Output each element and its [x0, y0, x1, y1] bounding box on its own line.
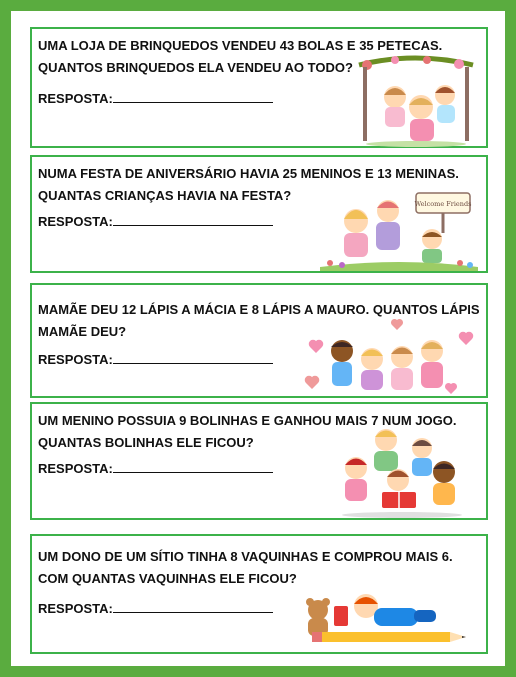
answer-field[interactable]: [38, 600, 273, 616]
question-line-2: QUANTAS CRIANÇAS HAVIA NA FESTA?: [38, 188, 292, 203]
kids-reading-illustration: [326, 422, 478, 518]
question-line-2: QUANTOS BRINQUEDOS ELA VENDEU AO TODO?: [38, 60, 353, 75]
answer-line[interactable]: [113, 600, 273, 613]
problem-card-2: [30, 155, 488, 273]
answer-line[interactable]: [113, 460, 273, 473]
welcome-sign-text: Welcome Friends: [414, 200, 472, 208]
boy-on-pencil-illustration: [290, 592, 470, 648]
answer-label: RESPOSTA:: [38, 91, 113, 106]
question-line-1: UM DONO DE UM SÍTIO TINHA 8 VAQUINHAS E COMPROU MAIS 6.: [38, 549, 453, 564]
answer-line[interactable]: [113, 351, 273, 364]
kids-on-swing-illustration: [355, 55, 477, 147]
answer-field[interactable]: [38, 351, 273, 367]
problem-card-4: [30, 402, 488, 520]
question-line-1: UMA LOJA DE BRINQUEDOS VENDEU 43 BOLAS E 35 PETECAS.: [38, 38, 443, 53]
answer-label: RESPOSTA:: [38, 214, 113, 229]
problem-card-3: [30, 283, 488, 398]
question-line-1: UM MENINO POSSUIA 9 BOLINHAS E GANHOU MAIS 7 NUM JOGO.: [38, 413, 457, 428]
question-line-2: MAMÃE DEU?: [38, 324, 127, 339]
question-line-1: MAMÃE DEU 12 LÁPIS A MÁCIA E 8 LÁPIS A MAURO. QUANTOS LÁPIS: [38, 302, 480, 317]
answer-label: RESPOSTA:: [38, 352, 113, 367]
kids-welcome-illustration: [320, 187, 478, 271]
answer-line[interactable]: [113, 90, 273, 103]
answer-field[interactable]: [38, 213, 273, 229]
kids-with-hearts-illustration: [300, 319, 478, 397]
answer-field[interactable]: [38, 90, 273, 106]
question-line-2: QUANTAS BOLINHAS ELE FICOU?: [38, 435, 254, 450]
answer-label: RESPOSTA:: [38, 601, 113, 616]
answer-field[interactable]: [38, 460, 273, 476]
problem-card-1: [30, 27, 488, 148]
problem-card-5: [30, 534, 488, 654]
question-text: [38, 546, 478, 590]
answer-label: RESPOSTA:: [38, 461, 113, 476]
question-line-1: NUMA FESTA DE ANIVERSÁRIO HAVIA 25 MENINOS E 13 MENINAS.: [38, 166, 459, 181]
question-line-2: COM QUANTAS VAQUINHAS ELE FICOU?: [38, 571, 297, 586]
answer-line[interactable]: [113, 213, 273, 226]
